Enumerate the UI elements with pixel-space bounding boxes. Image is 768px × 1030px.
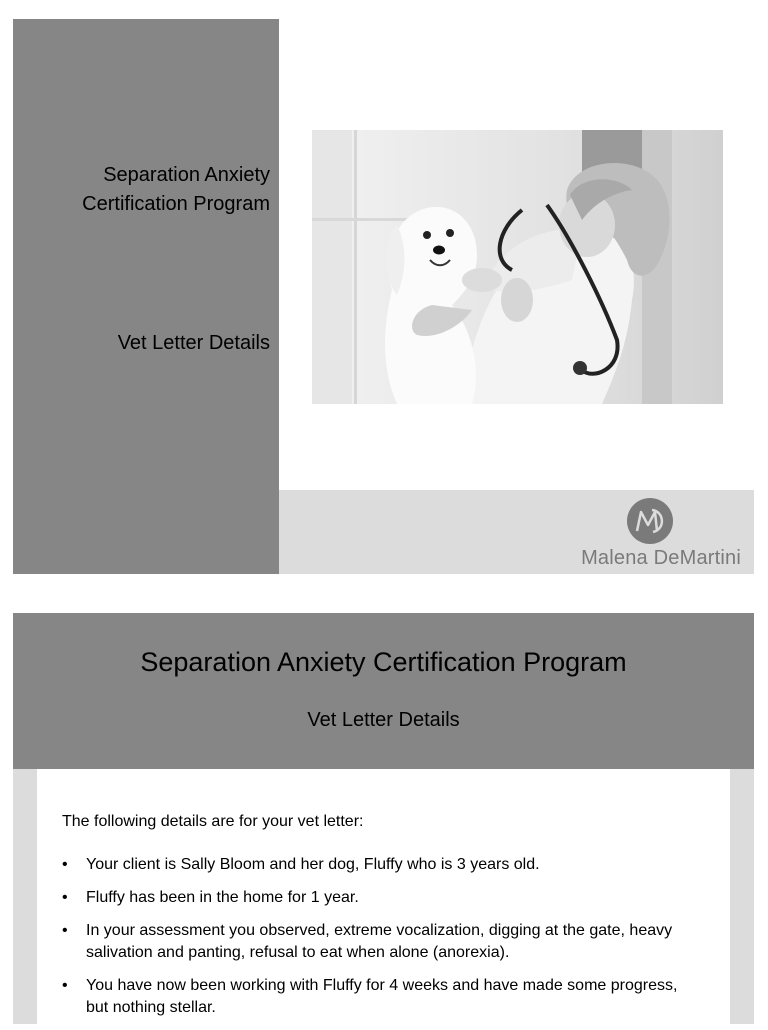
list-item-text: In your assessment you observed, extreme vocalization, digging at the gate, heavy salivation and panting, refusal to eat when alone (anorexia).	[86, 922, 673, 961]
bullet-icon: •	[62, 922, 68, 939]
slide-title-text: Separation Anxiety Certification Program	[82, 164, 270, 215]
slide-title	[13, 19, 754, 574]
title-panel	[13, 19, 279, 574]
bullet-icon: •	[62, 977, 68, 994]
photo-illustration	[312, 130, 723, 404]
slide-subheading: Vet Letter Details	[307, 709, 460, 731]
slide-heading: Separation Anxiety Certification Program	[140, 647, 627, 677]
list-item-text: You have now been working with Fluffy for 4 weeks and have made some progress, but nothing stellar.	[86, 977, 678, 1016]
bullet-icon: •	[62, 889, 68, 906]
md-monogram-icon	[626, 497, 674, 545]
vet-with-dog-photo	[312, 130, 723, 404]
list-item	[62, 854, 702, 876]
slide-body	[37, 769, 730, 1024]
list-item	[62, 920, 702, 964]
intro-text: The following details are for your vet letter:	[62, 813, 364, 830]
slide-subtitle-text: Vet Letter Details	[117, 332, 270, 354]
slide-vet-letter	[13, 613, 754, 1024]
logo-wordmark: Malena DeMartini	[581, 547, 741, 569]
list-item-text: Fluffy has been in the home for 1 year.	[86, 889, 359, 906]
list-item	[62, 887, 702, 909]
slide-header	[13, 613, 754, 769]
logo-band	[279, 490, 754, 574]
details-list	[62, 854, 702, 1030]
list-item	[62, 975, 702, 1019]
bullet-icon: •	[62, 856, 68, 873]
list-item-text: Your client is Sally Bloom and her dog, Fluffy who is 3 years old.	[86, 856, 540, 873]
